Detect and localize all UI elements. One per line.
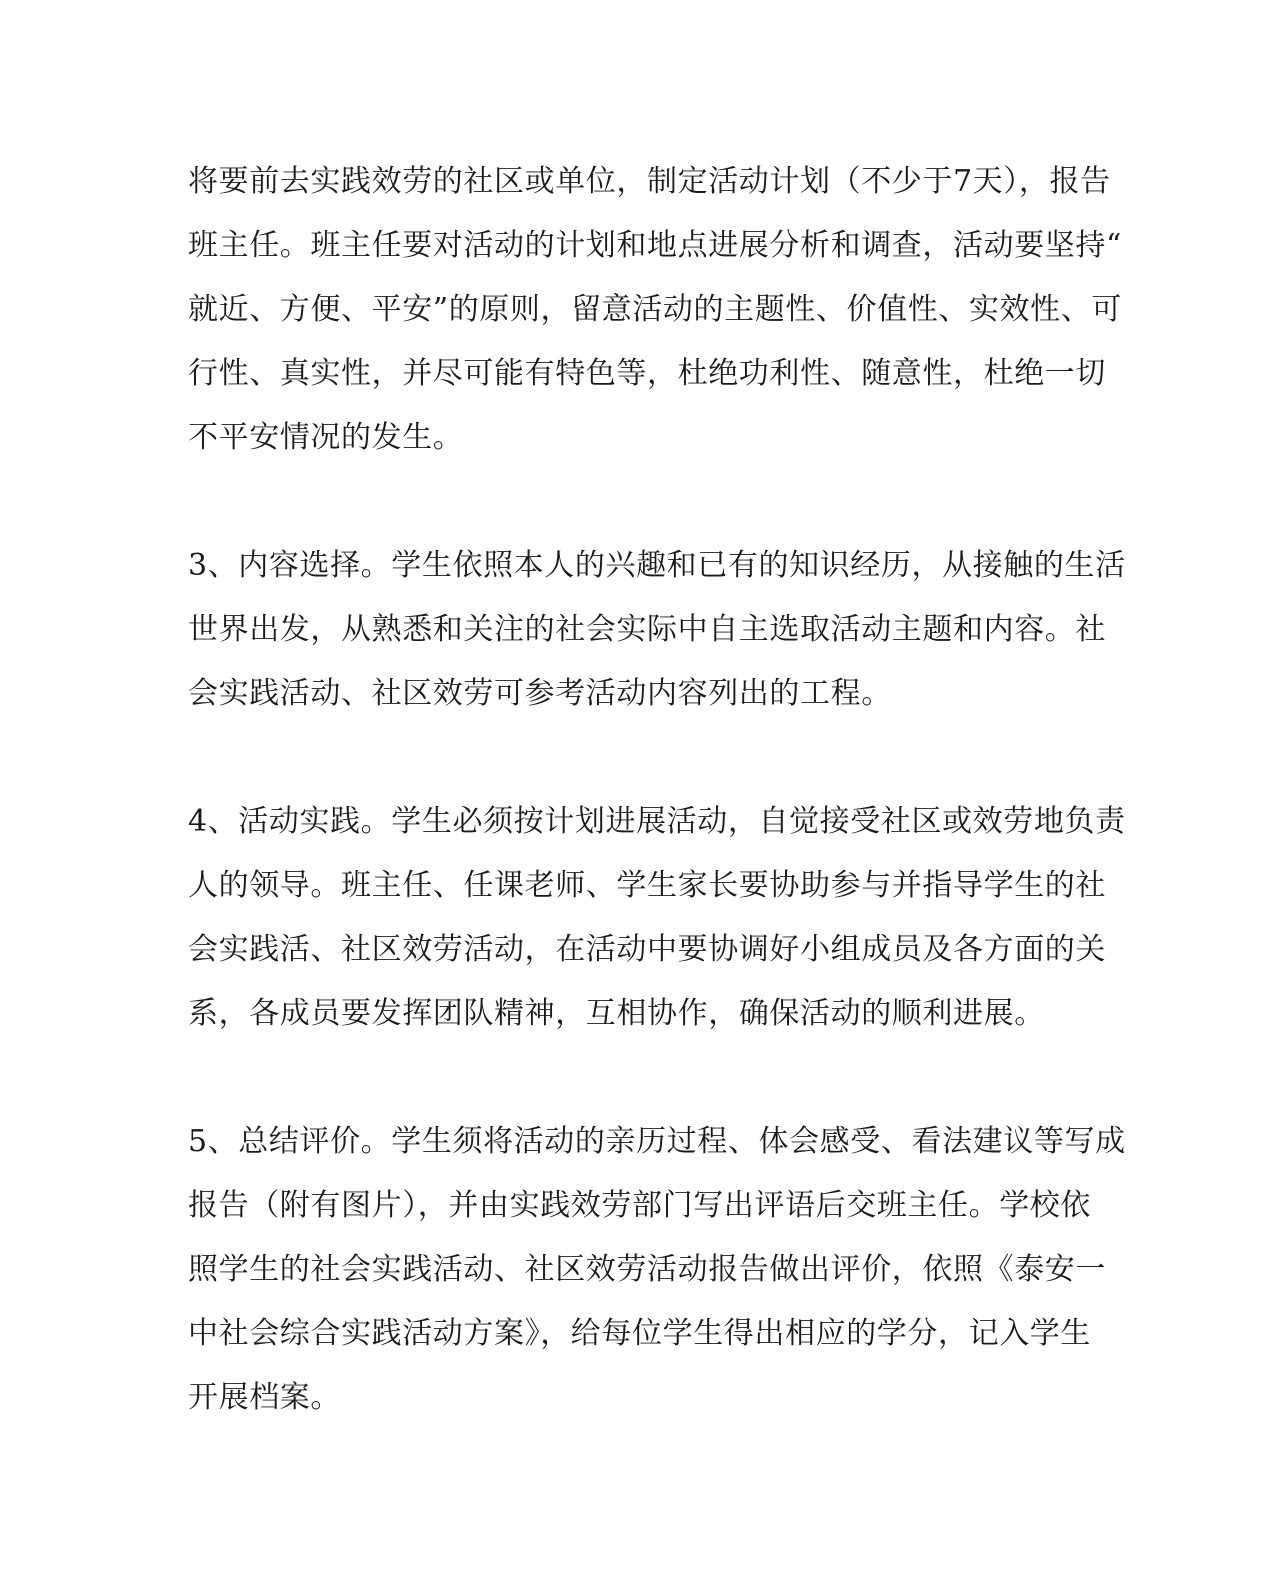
text-line: 人的领导。班主任、任课老师、学生家长要协助参与并指导学生的社: [188, 868, 1106, 903]
text-line: 会实践活动、社区效劳可参考活动内容列出的工程。: [188, 676, 892, 711]
document-body: [188, 150, 1126, 1430]
paragraph-summary-evaluation: [188, 1110, 1126, 1430]
text-line: 系，各成员要发挥团队精神，互相协作，确保活动的顺利进展。: [188, 996, 1045, 1031]
paragraph-content-selection: [188, 534, 1126, 726]
text-line: 5、总结评价。学生须将活动的亲历过程、体会感受、看法建议等写成: [188, 1124, 1126, 1159]
text-line: 就近、方便、平安”的原则，留意活动的主题性、价值性、实效性、可: [188, 292, 1122, 327]
paragraph-activity-practice: [188, 790, 1126, 1046]
text-line: 世界出发，从熟悉和关注的社会实际中自主选取活动主题和内容。社: [188, 612, 1106, 647]
text-line: 照学生的社会实践活动、社区效劳活动报告做出评价，依照《泰安一: [188, 1252, 1106, 1287]
paragraph-activity-plan: [188, 150, 1122, 470]
text-line: 会实践活、社区效劳活动，在活动中要协调好小组成员及各方面的关: [188, 932, 1106, 967]
text-line: 将要前去实践效劳的社区或单位，制定活动计划（不少于7天），报告: [188, 164, 1111, 199]
text-line: 不平安情况的发生。: [188, 420, 464, 455]
text-line: 中社会综合实践活动方案》，给每位学生得出相应的学分，记入学生: [188, 1316, 1091, 1351]
text-line: 4、活动实践。学生必须按计划进展活动，自觉接受社区或效劳地负责: [188, 804, 1126, 839]
text-line: 行性、真实性，并尽可能有特色等，杜绝功利性、随意性，杜绝一切: [188, 356, 1106, 391]
text-line: 3、内容选择。学生依照本人的兴趣和已有的知识经历，从接触的生活: [188, 548, 1126, 583]
text-line: 开展档案。: [188, 1380, 341, 1415]
text-line: 报告（附有图片），并由实践效劳部门写出评语后交班主任。学校依: [188, 1188, 1091, 1223]
text-line: 班主任。班主任要对活动的计划和地点进展分析和调查，活动要坚持“: [188, 228, 1122, 263]
